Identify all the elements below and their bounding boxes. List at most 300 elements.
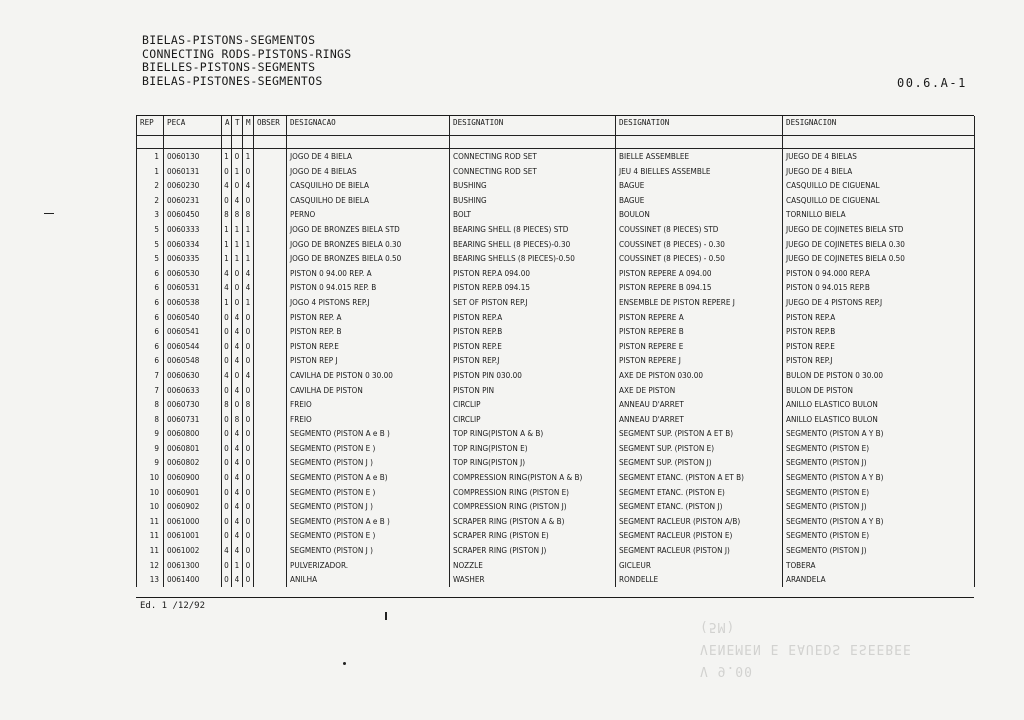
parts-table <box>136 116 975 587</box>
cell-m: 0 <box>243 310 254 325</box>
cell-designacion: JUEGO DE COJINETES BIELA 0.30 <box>783 237 975 252</box>
cell-designacao: PISTON REP. B <box>287 324 450 339</box>
col-header-obser: OBSER <box>254 116 287 136</box>
cell-designation-en: BUSHING <box>450 178 616 193</box>
cell-m: 4 <box>243 368 254 383</box>
cell-t: 4 <box>232 455 243 470</box>
table-row <box>137 324 975 339</box>
cell-a: 0 <box>222 412 232 427</box>
cell-t: 8 <box>232 412 243 427</box>
cell-t: 4 <box>232 572 243 587</box>
cell-t: 4 <box>232 324 243 339</box>
cell-m: 0 <box>243 558 254 573</box>
cell-rep: 6 <box>137 280 164 295</box>
title-line-es: BIELAS-PISTONES-SEGMENTOS <box>142 73 323 88</box>
cell-designation-en: WASHER <box>450 572 616 587</box>
cell-designation-fr: SEGMENT RACLEUR (PISTON A/B) <box>616 514 783 529</box>
cell-designacion: PISTON REP.A <box>783 310 975 325</box>
cell-designation-fr: ENSEMBLE DE PISTON REPERE J <box>616 295 783 310</box>
cell-designacion: SEGMENTO (PISTON J) <box>783 499 975 514</box>
cell-obser <box>254 324 287 339</box>
cell-rep: 5 <box>137 251 164 266</box>
cell-m: 0 <box>243 426 254 441</box>
cell-rep: 6 <box>137 353 164 368</box>
cell-obser <box>254 295 287 310</box>
cell-designacao: SEGMENTO (PISTON A e B) <box>287 470 450 485</box>
cell-designacao: PISTON REP.E <box>287 339 450 354</box>
cell-rep: 2 <box>137 178 164 193</box>
cell-rep: 2 <box>137 193 164 208</box>
cell-m: 4 <box>243 178 254 193</box>
cell-obser <box>254 558 287 573</box>
cell-designation-fr: ANNEAU D'ARRET <box>616 412 783 427</box>
cell-m: 0 <box>243 514 254 529</box>
col-header-a: A <box>222 116 232 136</box>
cell-designation-en: SET OF PISTON REP.J <box>450 295 616 310</box>
cell-rep: 8 <box>137 397 164 412</box>
table-header-gap <box>137 136 975 149</box>
scan-speck <box>44 213 54 214</box>
cell-designation-en: TOP RING(PISTON A & B) <box>450 426 616 441</box>
cell-designation-fr: BAGUE <box>616 193 783 208</box>
title-line-en: CONNECTING RODS-PISTONS-RINGS <box>142 46 352 61</box>
cell-designacao: JOGO 4 PISTONS REP.J <box>287 295 450 310</box>
cell-m: 0 <box>243 485 254 500</box>
cell-t: 4 <box>232 485 243 500</box>
cell-designation-en: NOZZLE <box>450 558 616 573</box>
table-row <box>137 266 975 281</box>
cell-designation-en: PISTON REP.B <box>450 324 616 339</box>
cell-designacion: JUEGO DE 4 BIELAS <box>783 149 975 164</box>
cell-designation-en: PISTON REP.J <box>450 353 616 368</box>
cell-designacion: JUEGO DE 4 PISTONS REP.J <box>783 295 975 310</box>
cell-obser <box>254 383 287 398</box>
cell-a: 1 <box>222 222 232 237</box>
cell-obser <box>254 528 287 543</box>
cell-designation-fr: COUSSINET (8 PIECES) STD <box>616 222 783 237</box>
cell-a: 0 <box>222 514 232 529</box>
cell-m: 1 <box>243 222 254 237</box>
table-row <box>137 280 975 295</box>
cell-designacion: JUEGO DE 4 BIELA <box>783 164 975 179</box>
cell-m: 8 <box>243 397 254 412</box>
cell-rep: 9 <box>137 455 164 470</box>
cell-peca: 0060900 <box>164 470 222 485</box>
cell-designacao: SEGMENTO (PISTON E ) <box>287 485 450 500</box>
cell-rep: 10 <box>137 470 164 485</box>
cell-designacion: TOBERA <box>783 558 975 573</box>
table-row <box>137 164 975 179</box>
cell-designation-en: PISTON PIN <box>450 383 616 398</box>
cell-designacao: PISTON REP. A <box>287 310 450 325</box>
cell-a: 0 <box>222 470 232 485</box>
cell-obser <box>254 455 287 470</box>
cell-designation-fr: PISTON REPERE B 094.15 <box>616 280 783 295</box>
cell-obser <box>254 339 287 354</box>
cell-peca: 0060450 <box>164 207 222 222</box>
cell-t: 0 <box>232 397 243 412</box>
cell-designacion: SEGMENTO (PISTON A Y B) <box>783 426 975 441</box>
cell-designation-fr: AXE DE PISTON 030.00 <box>616 368 783 383</box>
cell-designacion: JUEGO DE COJINETES BIELA STD <box>783 222 975 237</box>
cell-a: 0 <box>222 572 232 587</box>
cell-designation-fr: PISTON REPERE J <box>616 353 783 368</box>
cell-t: 4 <box>232 441 243 456</box>
cell-m: 0 <box>243 455 254 470</box>
cell-designacion: PISTON REP.J <box>783 353 975 368</box>
cell-designacion: JUEGO DE COJINETES BIELA 0.50 <box>783 251 975 266</box>
cell-obser <box>254 353 287 368</box>
cell-peca: 0060541 <box>164 324 222 339</box>
cell-m: 0 <box>243 339 254 354</box>
cell-designation-en: PISTON REP.A <box>450 310 616 325</box>
cell-a: 1 <box>222 251 232 266</box>
cell-obser <box>254 251 287 266</box>
cell-peca: 0060540 <box>164 310 222 325</box>
cell-designation-fr: SEGMENT SUP. (PISTON J) <box>616 455 783 470</box>
cell-designacion: SEGMENTO (PISTON A Y B) <box>783 514 975 529</box>
cell-a: 0 <box>222 528 232 543</box>
cell-designation-en: PISTON PIN 030.00 <box>450 368 616 383</box>
cell-designation-fr: BOULON <box>616 207 783 222</box>
cell-rep: 6 <box>137 266 164 281</box>
cell-obser <box>254 237 287 252</box>
cell-m: 0 <box>243 193 254 208</box>
cell-t: 0 <box>232 368 243 383</box>
cell-designacao: JOGO DE BRONZES BIELA 0.50 <box>287 251 450 266</box>
cell-t: 4 <box>232 353 243 368</box>
table-row <box>137 470 975 485</box>
cell-t: 0 <box>232 295 243 310</box>
cell-designation-en: BEARING SHELL (8 PIECES)-0.30 <box>450 237 616 252</box>
cell-a: 0 <box>222 485 232 500</box>
table-row <box>137 485 975 500</box>
cell-a: 0 <box>222 193 232 208</box>
cell-t: 0 <box>232 280 243 295</box>
cell-designation-fr: SEGMENT ETANC. (PISTON A ET B) <box>616 470 783 485</box>
cell-designacao: CAVILHA DE PISTON 0 30.00 <box>287 368 450 383</box>
col-header-designation-en: DESIGNATION <box>450 116 616 136</box>
scan-speck <box>343 662 346 665</box>
cell-designation-en: SCRAPER RING (PISTON J) <box>450 543 616 558</box>
table-row <box>137 514 975 529</box>
col-header-peca: PECA <box>164 116 222 136</box>
cell-designation-fr: SEGMENT SUP. (PISTON A ET B) <box>616 426 783 441</box>
cell-a: 1 <box>222 149 232 164</box>
table-row <box>137 528 975 543</box>
cell-peca: 0060231 <box>164 193 222 208</box>
cell-designacao: PISTON 0 94.015 REP. B <box>287 280 450 295</box>
cell-designacao: JOGO DE BRONZES BIELA 0.30 <box>287 237 450 252</box>
cell-designacion: SEGMENTO (PISTON E) <box>783 441 975 456</box>
cell-designacion: PISTON REP.E <box>783 339 975 354</box>
cell-peca: 0061300 <box>164 558 222 573</box>
cell-designacao: CASQUILHO DE BIELA <box>287 178 450 193</box>
col-header-designacao: DESIGNACAO <box>287 116 450 136</box>
cell-designacion: CASQUILLO DE CIGUENAL <box>783 178 975 193</box>
cell-m: 1 <box>243 237 254 252</box>
cell-m: 0 <box>243 572 254 587</box>
table-row <box>137 397 975 412</box>
cell-designacion: SEGMENTO (PISTON J) <box>783 543 975 558</box>
cell-designation-en: PISTON REP.A 094.00 <box>450 266 616 281</box>
cell-designacao: CASQUILHO DE BIELA <box>287 193 450 208</box>
cell-designacion: SEGMENTO (PISTON E) <box>783 485 975 500</box>
cell-t: 1 <box>232 222 243 237</box>
table-row <box>137 426 975 441</box>
cell-peca: 0060333 <box>164 222 222 237</box>
cell-designacao: JOGO DE 4 BIELAS <box>287 164 450 179</box>
table-row <box>137 251 975 266</box>
cell-obser <box>254 207 287 222</box>
cell-designacao: FREIO <box>287 397 450 412</box>
table-row <box>137 572 975 587</box>
title-line-pt: BIELAS-PISTONS-SEGMENTOS <box>142 33 316 47</box>
cell-designacao: SEGMENTO (PISTON E ) <box>287 441 450 456</box>
cell-a: 8 <box>222 397 232 412</box>
table-row <box>137 543 975 558</box>
cell-peca: 0060731 <box>164 412 222 427</box>
cell-rep: 9 <box>137 441 164 456</box>
cell-t: 4 <box>232 426 243 441</box>
cell-designation-fr: PISTON REPERE E <box>616 339 783 354</box>
ghost-line: VENEMEN E EAUEDS ESEEBEE <box>700 641 912 656</box>
cell-t: 4 <box>232 528 243 543</box>
cell-m: 4 <box>243 266 254 281</box>
cell-rep: 10 <box>137 485 164 500</box>
cell-designation-en: BUSHING <box>450 193 616 208</box>
cell-designacao: PERNO <box>287 207 450 222</box>
cell-rep: 8 <box>137 412 164 427</box>
cell-designation-en: PISTON REP.E <box>450 339 616 354</box>
cell-m: 4 <box>243 280 254 295</box>
cell-a: 4 <box>222 266 232 281</box>
cell-m: 0 <box>243 412 254 427</box>
cell-m: 0 <box>243 353 254 368</box>
cell-a: 0 <box>222 353 232 368</box>
cell-designacion: CASQUILLO DE CIGUENAL <box>783 193 975 208</box>
cell-designacao: SEGMENTO (PISTON J ) <box>287 455 450 470</box>
cell-peca: 0060131 <box>164 164 222 179</box>
table-row <box>137 178 975 193</box>
cell-a: 4 <box>222 368 232 383</box>
cell-peca: 0060544 <box>164 339 222 354</box>
cell-designation-en: COMPRESSION RING (PISTON J) <box>450 499 616 514</box>
cell-designation-fr: SEGMENT RACLEUR (PISTON J) <box>616 543 783 558</box>
cell-obser <box>254 164 287 179</box>
cell-m: 0 <box>243 543 254 558</box>
col-header-designacion: DESIGNACION <box>783 116 975 136</box>
cell-designacion: TORNILLO BIELA <box>783 207 975 222</box>
cell-designation-en: SCRAPER RING (PISTON E) <box>450 528 616 543</box>
cell-rep: 1 <box>137 164 164 179</box>
cell-a: 0 <box>222 455 232 470</box>
cell-designation-fr: PISTON REPERE A 094.00 <box>616 266 783 281</box>
cell-designacao: PISTON 0 94.00 REP. A <box>287 266 450 281</box>
cell-t: 4 <box>232 383 243 398</box>
col-header-t: T <box>232 116 243 136</box>
cell-designacion: SEGMENTO (PISTON J) <box>783 455 975 470</box>
cell-designation-fr: SEGMENT ETANC. (PISTON E) <box>616 485 783 500</box>
table-row <box>137 412 975 427</box>
cell-peca: 0060530 <box>164 266 222 281</box>
cell-t: 0 <box>232 178 243 193</box>
cell-a: 0 <box>222 310 232 325</box>
cell-peca: 0060800 <box>164 426 222 441</box>
table-row <box>137 558 975 573</box>
cell-a: 0 <box>222 426 232 441</box>
cell-obser <box>254 499 287 514</box>
cell-designacion: PISTON 0 94.015 REP.B <box>783 280 975 295</box>
cell-designacao: SEGMENTO (PISTON A e B ) <box>287 426 450 441</box>
cell-designation-en: TOP RING(PISTON E) <box>450 441 616 456</box>
cell-designation-en: CONNECTING ROD SET <box>450 164 616 179</box>
cell-a: 4 <box>222 280 232 295</box>
cell-designacion: SEGMENTO (PISTON E) <box>783 528 975 543</box>
cell-peca: 0060335 <box>164 251 222 266</box>
cell-designation-en: PISTON REP.B 094.15 <box>450 280 616 295</box>
cell-rep: 11 <box>137 514 164 529</box>
cell-designacao: JOGO DE 4 BIELA <box>287 149 450 164</box>
cell-t: 1 <box>232 558 243 573</box>
cell-peca: 0060130 <box>164 149 222 164</box>
cell-rep: 6 <box>137 339 164 354</box>
cell-m: 1 <box>243 251 254 266</box>
bleed-through-text <box>700 615 912 681</box>
cell-rep: 6 <box>137 310 164 325</box>
cell-peca: 0060802 <box>164 455 222 470</box>
cell-designation-fr: ANNEAU D'ARRET <box>616 397 783 412</box>
cell-designacao: CAVILHA DE PISTON <box>287 383 450 398</box>
cell-designation-fr: SEGMENT SUP. (PISTON E) <box>616 441 783 456</box>
cell-designation-en: BEARING SHELL (8 PIECES) STD <box>450 222 616 237</box>
cell-t: 1 <box>232 251 243 266</box>
table-row <box>137 353 975 368</box>
cell-designacion: SEGMENTO (PISTON A Y B) <box>783 470 975 485</box>
cell-obser <box>254 543 287 558</box>
cell-obser <box>254 426 287 441</box>
cell-designacao: FREIO <box>287 412 450 427</box>
cell-a: 0 <box>222 499 232 514</box>
cell-a: 0 <box>222 383 232 398</box>
cell-obser <box>254 368 287 383</box>
cell-rep: 7 <box>137 368 164 383</box>
cell-designation-fr: SEGMENT RACLEUR (PISTON E) <box>616 528 783 543</box>
cell-designacion: BULON DE PISTON 0 30.00 <box>783 368 975 383</box>
table-row <box>137 295 975 310</box>
cell-peca: 0061000 <box>164 514 222 529</box>
cell-a: 0 <box>222 558 232 573</box>
cell-peca: 0060730 <box>164 397 222 412</box>
cell-m: 0 <box>243 528 254 543</box>
cell-rep: 7 <box>137 383 164 398</box>
cell-a: 1 <box>222 237 232 252</box>
cell-designacao: JOGO DE BRONZES BIELA STD <box>287 222 450 237</box>
cell-obser <box>254 222 287 237</box>
cell-t: 4 <box>232 543 243 558</box>
cell-obser <box>254 514 287 529</box>
cell-rep: 11 <box>137 528 164 543</box>
cell-obser <box>254 193 287 208</box>
cell-obser <box>254 149 287 164</box>
cell-designacao: SEGMENTO (PISTON J ) <box>287 499 450 514</box>
cell-m: 1 <box>243 295 254 310</box>
cell-m: 0 <box>243 324 254 339</box>
cell-t: 4 <box>232 339 243 354</box>
edition-label: Ed. 1 /12/92 <box>140 601 206 611</box>
table-row <box>137 441 975 456</box>
cell-m: 0 <box>243 470 254 485</box>
cell-obser <box>254 266 287 281</box>
table-row <box>137 207 975 222</box>
document-reference: 00.6.A-1 <box>897 76 967 90</box>
table-row <box>137 149 975 164</box>
cell-a: 4 <box>222 178 232 193</box>
cell-m: 0 <box>243 441 254 456</box>
cell-obser <box>254 280 287 295</box>
cell-designacion: BULON DE PISTON <box>783 383 975 398</box>
cell-t: 1 <box>232 164 243 179</box>
cell-a: 8 <box>222 207 232 222</box>
cell-peca: 0060902 <box>164 499 222 514</box>
cell-rep: 13 <box>137 572 164 587</box>
cell-t: 4 <box>232 470 243 485</box>
cell-designation-fr: COUSSINET (8 PIECES) - 0.30 <box>616 237 783 252</box>
cell-obser <box>254 178 287 193</box>
cell-m: 0 <box>243 499 254 514</box>
cell-m: 8 <box>243 207 254 222</box>
cell-designation-fr: RONDELLE <box>616 572 783 587</box>
cell-designation-en: SCRAPER RING (PISTON A & B) <box>450 514 616 529</box>
scan-speck <box>385 612 387 620</box>
cell-t: 8 <box>232 207 243 222</box>
cell-a: 0 <box>222 339 232 354</box>
cell-obser <box>254 412 287 427</box>
cell-designacion: ANILLO ELASTICO BULON <box>783 412 975 427</box>
cell-designation-en: BEARING SHELLS (8 PIECES)-0.50 <box>450 251 616 266</box>
cell-designacion: PISTON 0 94.000 REP.A <box>783 266 975 281</box>
cell-obser <box>254 397 287 412</box>
cell-designation-fr: PISTON REPERE B <box>616 324 783 339</box>
cell-designation-fr: PISTON REPERE A <box>616 310 783 325</box>
cell-designacao: ANILHA <box>287 572 450 587</box>
cell-peca: 0060538 <box>164 295 222 310</box>
cell-t: 4 <box>232 193 243 208</box>
cell-a: 0 <box>222 324 232 339</box>
table-row <box>137 222 975 237</box>
cell-designacao: PISTON REP J <box>287 353 450 368</box>
cell-peca: 0060630 <box>164 368 222 383</box>
cell-t: 1 <box>232 237 243 252</box>
cell-peca: 0060633 <box>164 383 222 398</box>
cell-designacao: PULVERIZADOR. <box>287 558 450 573</box>
cell-m: 0 <box>243 383 254 398</box>
cell-rep: 12 <box>137 558 164 573</box>
cell-designation-fr: JEU 4 BIELLES ASSEMBLE <box>616 164 783 179</box>
cell-designation-fr: SEGMENT ETANC. (PISTON J) <box>616 499 783 514</box>
cell-rep: 5 <box>137 222 164 237</box>
cell-obser <box>254 470 287 485</box>
cell-designation-fr: GICLEUR <box>616 558 783 573</box>
table-row <box>137 368 975 383</box>
cell-designacao: SEGMENTO (PISTON J ) <box>287 543 450 558</box>
cell-obser <box>254 572 287 587</box>
cell-rep: 10 <box>137 499 164 514</box>
col-header-rep: REP <box>137 116 164 136</box>
ghost-line: (5M) <box>700 619 736 634</box>
cell-peca: 0060531 <box>164 280 222 295</box>
cell-rep: 5 <box>137 237 164 252</box>
